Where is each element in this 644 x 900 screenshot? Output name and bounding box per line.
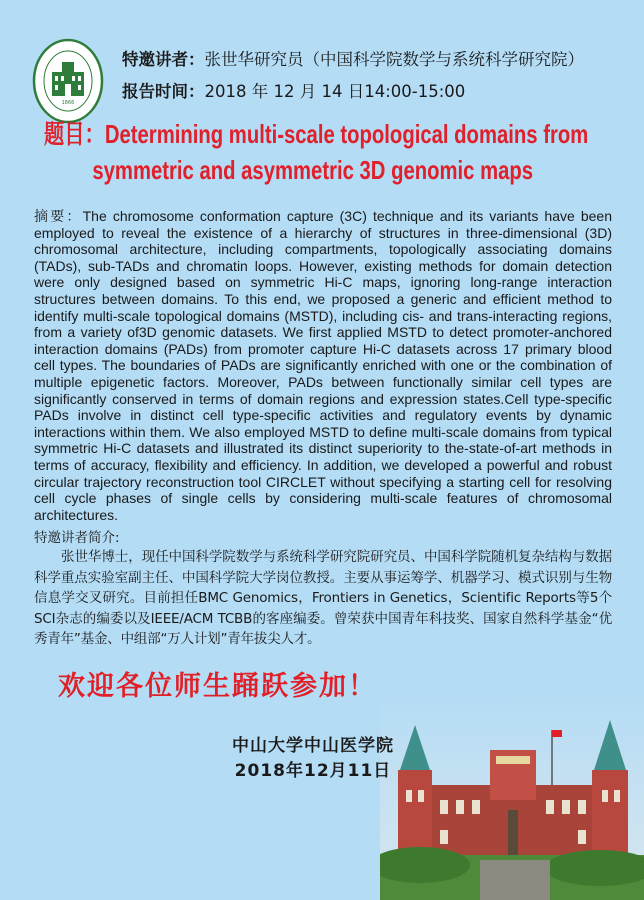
university-logo	[32, 38, 104, 124]
talk-time: 2018 年 12 月 14 日14:00-15:00	[204, 82, 466, 101]
logo-year: 1866	[61, 100, 75, 106]
talk-title	[44, 116, 588, 188]
abstract-label: 摘要：	[34, 208, 83, 224]
footer-organizer: 中山大学中山医学院	[232, 735, 394, 756]
time-line	[122, 78, 465, 102]
bio-heading: 特邀讲者简介:	[34, 530, 120, 547]
welcome-slogan: 欢迎各位师生踊跃参加！	[58, 670, 377, 702]
footer	[228, 734, 398, 784]
content-column	[34, 208, 612, 784]
speaker-line	[122, 46, 584, 70]
abstract-text: The chromosome conformation capture (3C) technique and its variants have been employed to reveal the existence of a hierarchy of structures in three-dimensional (3D) chromosomal architecture, including compartments, topologically associating domains (TADs), sub-TADs and chromatin loops. However, existing methods for domain detection were only designed based on symmetric Hi-C maps, ignoring long-range interaction structures between domains. To this end, we proposed a generic and efficient method to identify multi-scale topological domains (MSTD), including cis- and trans-interacting regions, from a variety of3D genomic datasets. We first applied MSTD to detect promoter-anchored interaction domains (PADs) from promoter capture Hi-C datasets across 17 primary blood cell types. The boundaries of PADs are significantly enriched with one or the combination of multiple epigenetic factors. Moreover, PADs between functionally similar cell types are significantly conserved in terms of domain regions and expression states.Cell type-specific PADs involve in distinct cell type-specific activities and regulatory events by dynamic interactions within them. We also employed MSTD to define multi-scale domains from typical symmetric Hi-C datasets and illustrated its distinct superiority to the-state-of-art methods in terms of accuracy, flexibility and efficiency. In addition, we developed a powerful and robust circular trajectory reconstruction tool CIRCLET without specifying a starting cell for resolving cell cycle phases of single cells by considering multi-scale features of chromosomal architectures.	[34, 208, 613, 523]
title-line-2: symmetric and asymmetric 3D genomic maps	[92, 155, 534, 185]
speaker-name: 张世华研究员（中国科学院数学与系统科学研究院）	[204, 50, 584, 69]
bio-text: 张世华博士，现任中国科学院数学与系统科学研究院研究员、中国科学院随机复杂结构与数据科学重点实验室副主任、中国科学院大学岗位教授。主要从事运筹学、机器学习、模式识别与生物信息学交叉研究。目前担任BMC Genomics，Frontiers in Genetics，Scientific Reports等5个SCI杂志的编委以及IEEE/ACM TCBB的客座编委。曾荣获中国青年科技奖、国家自然科学基金“优秀青年”基金、中组部“万人计划”青年拔尖人才。	[34, 549, 612, 648]
title-line-1: Determining multi-scale topological domains from	[104, 119, 589, 149]
time-label: 报告时间：	[122, 82, 205, 101]
speaker-label: 特邀讲者：	[122, 50, 205, 69]
title-label: 题目：	[44, 119, 105, 149]
abstract	[34, 208, 612, 523]
footer-date: 2018年12月11日	[234, 760, 392, 781]
